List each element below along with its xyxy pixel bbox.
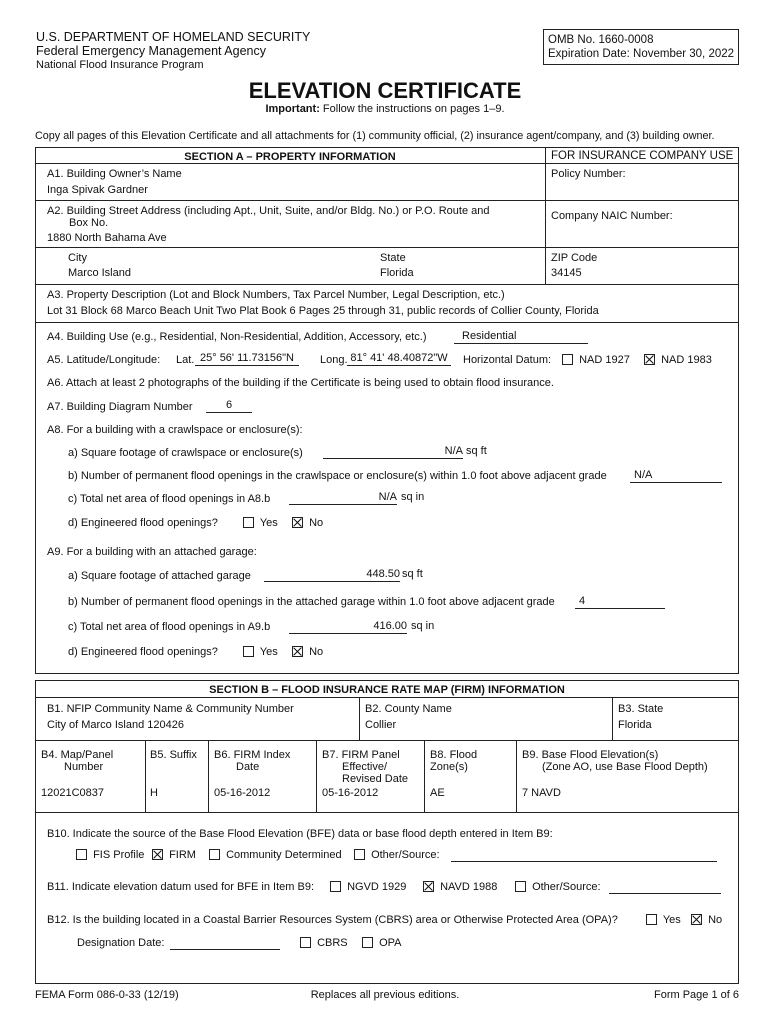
b4-value[interactable]: 12021C0837: [41, 787, 105, 799]
b7-label-cont: Effective/: [342, 761, 388, 773]
zip-value[interactable]: 34145: [551, 267, 582, 279]
a9a-unit: sq ft: [402, 568, 423, 580]
ngvd-option[interactable]: NGVD 1929: [330, 881, 406, 893]
important-note: Important: Follow the instructions on pages 1–9.: [265, 103, 505, 115]
b11-other-field[interactable]: [609, 881, 721, 894]
section-b-heading: SECTION B – FLOOD INSURANCE RATE MAP (FIRM) INFORMATION: [209, 684, 565, 696]
fis-checkbox[interactable]: [76, 849, 87, 860]
designation-date-field[interactable]: [170, 937, 280, 950]
b8-label: B8. Flood: [430, 749, 478, 761]
a9d-yes-option[interactable]: Yes: [243, 646, 278, 658]
navd-option[interactable]: NAVD 1988: [423, 881, 497, 893]
b10-label: B10. Indicate the source of the Base Flood Elevation (BFE) data or base flood depth entered in Item B9:: [47, 828, 553, 840]
b8-value[interactable]: AE: [430, 787, 445, 799]
a8b-value[interactable]: N/A: [630, 469, 722, 483]
a8d-no-checkbox[interactable]: [292, 517, 303, 528]
b4-label: B4. Map/Panel: [41, 749, 114, 761]
copy-instructions: Copy all pages of this Elevation Certificate and all attachments for (1) community official, (2) insurance agent/company, and (3) building owner.: [35, 130, 715, 142]
a8d-yes-option[interactable]: Yes: [243, 517, 278, 529]
a9c-unit: sq in: [411, 620, 435, 632]
navd-checkbox[interactable]: [423, 881, 434, 892]
a8a-unit: sq ft: [466, 445, 487, 457]
a9b-value[interactable]: 4: [575, 595, 665, 609]
a9d-yes-checkbox[interactable]: [243, 646, 254, 657]
firm-option[interactable]: FIRM: [152, 849, 196, 861]
state-value[interactable]: Florida: [380, 267, 414, 279]
b3-value[interactable]: Florida: [618, 719, 652, 731]
a9c-value[interactable]: 416.00: [289, 620, 407, 634]
b11-other-option[interactable]: Other/Source:: [515, 881, 601, 893]
b9-value[interactable]: 7 NAVD: [522, 787, 561, 799]
a7-value[interactable]: 6: [206, 399, 252, 413]
a8-label: A8. For a building with a crawlspace or enclosure(s):: [47, 424, 303, 436]
a7-label: A7. Building Diagram Number: [47, 401, 193, 413]
agency-name: U.S. DEPARTMENT OF HOMELAND SECURITY: [36, 30, 311, 44]
b11-label: B11. Indicate elevation datum used for BFE in Item B9:: [47, 881, 314, 893]
b10-other-field[interactable]: [451, 849, 717, 862]
latitude-field[interactable]: 25° 56' 11.73156"N: [195, 352, 299, 366]
a8c-unit: sq in: [401, 491, 425, 503]
nad1983-checkbox[interactable]: [644, 354, 655, 365]
zip-label: ZIP Code: [551, 252, 598, 264]
b3-label: B3. State: [618, 703, 664, 715]
b8-label-cont: Zone(s): [430, 761, 468, 773]
designation-date-label: Designation Date:: [77, 937, 165, 949]
b5-value[interactable]: H: [150, 787, 158, 799]
a9b-label: b) Number of permanent flood openings in the attached garage within 1.0 foot above adjacent grade: [68, 596, 555, 608]
b5-label: B5. Suffix: [150, 749, 197, 761]
a4-value[interactable]: Residential: [454, 330, 588, 344]
form-number: FEMA Form 086-0-33 (12/19): [35, 989, 179, 1001]
a9d-label: d) Engineered flood openings?: [68, 646, 218, 658]
b7-label: B7. FIRM Panel: [322, 749, 400, 761]
agency-subname: Federal Emergency Management Agency: [36, 44, 266, 58]
a8d-yes-checkbox[interactable]: [243, 517, 254, 528]
a1-value[interactable]: Inga Spivak Gardner: [47, 184, 148, 196]
a6-text: A6. Attach at least 2 photographs of the building if the Certificate is being used to obtain flood insurance.: [47, 377, 554, 389]
a8d-no-option[interactable]: No: [292, 517, 323, 529]
expiration-date: Expiration Date: November 30, 2022: [548, 48, 735, 60]
omb-box: [543, 29, 739, 65]
page-number: Form Page 1 of 6: [654, 989, 739, 1001]
a3-label: A3. Property Description (Lot and Block Numbers, Tax Parcel Number, Legal Description, etc.): [47, 289, 505, 301]
b6-label-cont: Date: [236, 761, 260, 773]
longitude-field[interactable]: 81° 41' 48.40872"W: [347, 352, 451, 366]
a8d-label: d) Engineered flood openings?: [68, 517, 218, 529]
b9-label: B9. Base Flood Elevation(s): [522, 749, 659, 761]
long-label: Long.: [320, 354, 348, 366]
b7-label-cont2: Revised Date: [342, 773, 409, 785]
ngvd-checkbox[interactable]: [330, 881, 341, 892]
a9a-value[interactable]: 448.50: [264, 568, 400, 582]
a2-label: A2. Building Street Address (including Apt., Unit, Suite, and/or Bldg. No.) or P.O. Route and: [47, 205, 490, 217]
replaces-note: Replaces all previous editions.: [310, 989, 460, 1001]
a8c-label: c) Total net area of flood openings in A8.b: [68, 493, 271, 505]
cbrs-checkbox[interactable]: [300, 937, 311, 948]
b2-label: B2. County Name: [365, 703, 452, 715]
b12-label: B12. Is the building located in a Coastal Barrier Resources System (CBRS) area or Otherwise Protected Area (OPA)?: [47, 914, 618, 926]
city-label: City: [68, 252, 87, 264]
b10-other-option[interactable]: Other/Source:: [354, 849, 440, 861]
city-value[interactable]: Marco Island: [68, 267, 131, 279]
a3-value[interactable]: Lot 31 Block 68 Marco Beach Unit Two Plat Book 6 Pages 25 through 31, public records of Collier County, Florida: [47, 305, 599, 317]
b6-label: B6. FIRM Index: [214, 749, 291, 761]
a2-label-cont: Box No.: [69, 217, 109, 229]
b1-value[interactable]: City of Marco Island 120426: [47, 719, 184, 731]
nad1983-option[interactable]: NAD 1983: [644, 354, 712, 366]
a9d-no-checkbox[interactable]: [292, 646, 303, 657]
program-name: National Flood Insurance Program: [36, 59, 204, 71]
section-a-heading: SECTION A – PROPERTY INFORMATION: [184, 151, 396, 163]
cbrs-option[interactable]: CBRS: [300, 937, 348, 949]
nad1927-checkbox[interactable]: [562, 354, 573, 365]
community-checkbox[interactable]: [209, 849, 220, 860]
b4-label-cont: Number: [64, 761, 104, 773]
b9-label-cont: (Zone AO, use Base Flood Depth): [542, 761, 708, 773]
a1-label: A1. Building Owner’s Name: [47, 168, 182, 180]
b1-label: B1. NFIP Community Name & Community Number: [47, 703, 294, 715]
a8c-value[interactable]: N/A: [289, 491, 397, 505]
a4-label: A4. Building Use (e.g., Residential, Non-Residential, Addition, Accessory, etc.): [47, 331, 427, 343]
a9a-label: a) Square footage of attached garage: [68, 570, 251, 582]
b11-other-checkbox[interactable]: [515, 881, 526, 892]
opa-option[interactable]: OPA: [362, 937, 401, 949]
horizontal-datum-label: Horizontal Datum:: [463, 354, 552, 366]
a9-label: A9. For a building with an attached garage:: [47, 546, 257, 558]
lat-label: Lat.: [176, 354, 195, 366]
insurance-use-heading: FOR INSURANCE COMPANY USE: [551, 150, 734, 162]
a9d-no-option[interactable]: No: [292, 646, 323, 658]
naic-label: Company NAIC Number:: [551, 210, 673, 222]
a8b-label: b) Number of permanent flood openings in the crawlspace or enclosure(s) within 1.0 foot above adjacent grade: [68, 470, 607, 482]
b10-other-checkbox[interactable]: [354, 849, 365, 860]
nad1927-option[interactable]: NAD 1927: [562, 354, 630, 366]
firm-checkbox[interactable]: [152, 849, 163, 860]
b2-value[interactable]: Collier: [365, 719, 397, 731]
fis-option[interactable]: FIS Profile: [76, 849, 144, 861]
state-label: State: [380, 252, 406, 264]
omb-number: OMB No. 1660-0008: [548, 34, 654, 46]
a8a-value[interactable]: N/A: [323, 445, 463, 459]
a9c-label: c) Total net area of flood openings in A9.b: [68, 621, 271, 633]
b12-no-checkbox[interactable]: [691, 914, 702, 925]
policy-number-label: Policy Number:: [551, 168, 626, 180]
b12-yes-checkbox[interactable]: [646, 914, 657, 925]
opa-checkbox[interactable]: [362, 937, 373, 948]
a8a-label: a) Square footage of crawlspace or enclosure(s): [68, 447, 303, 459]
page-title: ELEVATION CERTIFICATE: [248, 78, 522, 103]
b7-value[interactable]: 05-16-2012: [322, 787, 379, 799]
b12-yes-option[interactable]: Yes: [646, 914, 681, 926]
a5-label: A5. Latitude/Longitude:: [47, 354, 161, 366]
a2-value[interactable]: 1880 North Bahama Ave: [47, 232, 167, 244]
b12-no-option[interactable]: No: [691, 914, 722, 926]
community-option[interactable]: Community Determined: [209, 849, 342, 861]
b6-value[interactable]: 05-16-2012: [214, 787, 271, 799]
